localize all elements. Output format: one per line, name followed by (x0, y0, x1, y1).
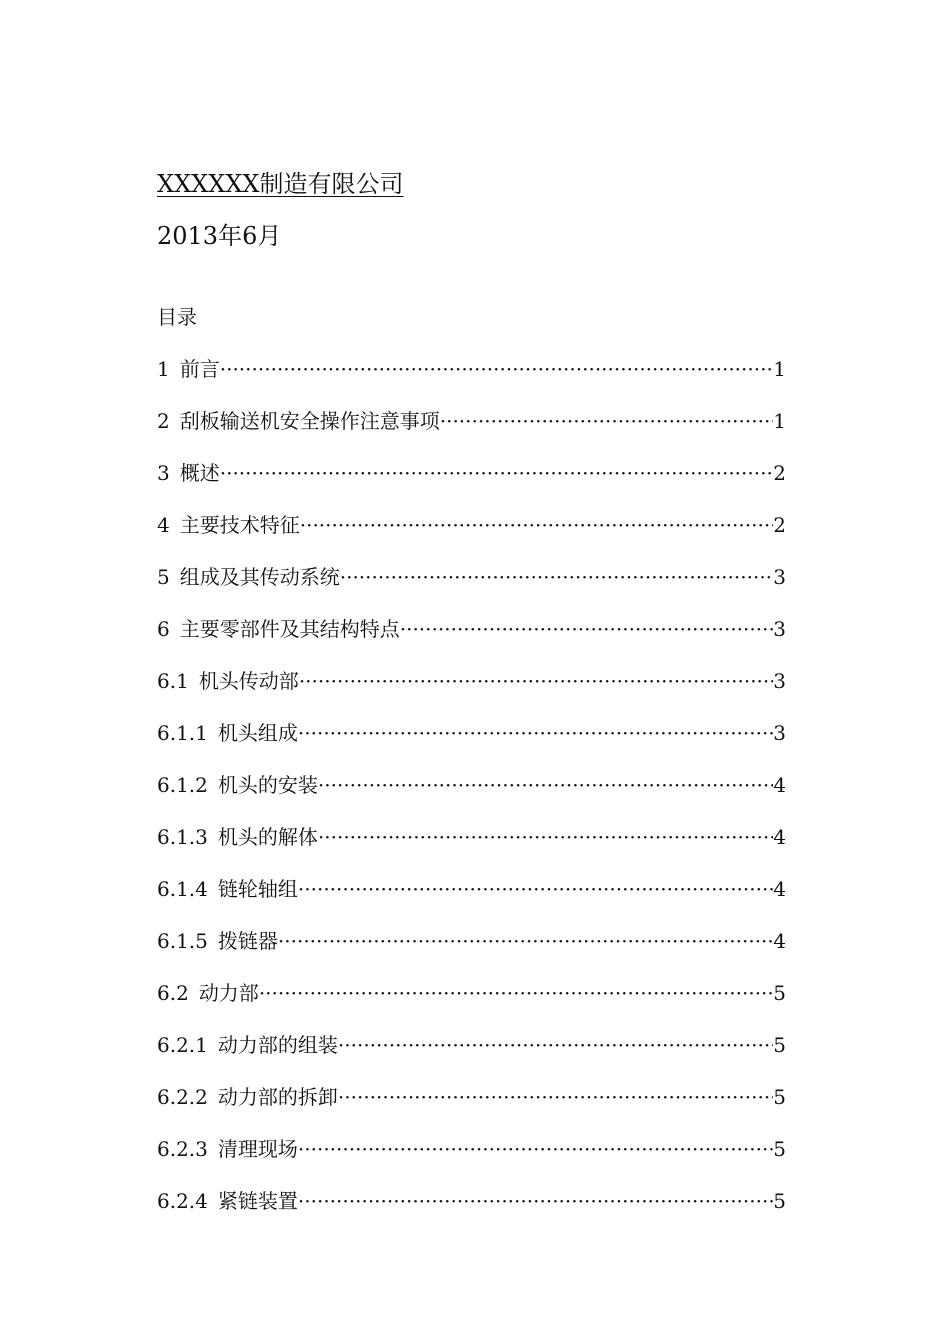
toc-entry-page: 1 (773, 409, 786, 433)
toc-entry-number: 6.2.2 (157, 1085, 208, 1109)
toc-entry-page: 3 (773, 721, 786, 745)
toc-dot-leader (278, 926, 773, 956)
toc-dot-leader (440, 406, 774, 436)
toc-entry-number: 2 (157, 409, 170, 433)
toc-entry-label: 紧链装置 (217, 1189, 298, 1213)
toc-entry-label: 动力部的拆卸 (217, 1085, 338, 1109)
toc-entry-number: 6.2 (157, 981, 189, 1005)
toc-entry-page: 5 (773, 981, 786, 1005)
toc-entry-page: 4 (773, 929, 786, 953)
document-date: 2013年6月 (157, 222, 282, 250)
toc-entry-label: 刮板输送机安全操作注意事项 (179, 409, 440, 433)
toc-entry[interactable] (157, 458, 786, 510)
toc-entry-page: 1 (773, 357, 786, 381)
toc-entry-number: 6.1.1 (157, 721, 208, 745)
toc-dot-leader (298, 718, 773, 748)
toc-entry-label: 清理现场 (217, 1137, 298, 1161)
toc-dot-leader (318, 822, 773, 852)
toc-entry[interactable] (157, 666, 786, 718)
toc-entry-label: 拨链器 (217, 929, 278, 953)
toc-entry-number: 4 (157, 513, 170, 537)
toc-entry-label: 链轮轴组 (217, 877, 298, 901)
toc-dot-leader (340, 562, 774, 592)
toc-dot-leader (298, 1186, 773, 1216)
toc-entry[interactable] (157, 1030, 786, 1082)
toc-dot-leader (338, 1030, 773, 1060)
toc-entry-page: 5 (773, 1189, 786, 1213)
toc-entry-page: 5 (773, 1085, 786, 1109)
table-of-contents (157, 354, 786, 1238)
toc-entry-label: 机头的解体 (217, 825, 318, 849)
toc-entry[interactable] (157, 614, 786, 666)
toc-entry-number: 6.1 (157, 669, 189, 693)
toc-entry-label: 动力部 (198, 981, 259, 1005)
toc-entry-label: 机头传动部 (198, 669, 299, 693)
toc-entry-page: 5 (773, 1033, 786, 1057)
toc-entry-label: 主要零部件及其结构特点 (179, 617, 400, 641)
toc-entry-number: 6.2.3 (157, 1137, 208, 1161)
toc-entry-page: 2 (773, 461, 786, 485)
toc-entry[interactable] (157, 874, 786, 926)
toc-entry-page: 2 (773, 513, 786, 537)
toc-entry-label: 机头的安装 (217, 773, 318, 797)
toc-title: 目录 (157, 305, 197, 329)
toc-dot-leader (298, 874, 773, 904)
toc-entry-label: 概述 (179, 461, 220, 485)
toc-entry-number: 5 (157, 565, 170, 589)
toc-entry[interactable] (157, 510, 786, 562)
toc-entry[interactable] (157, 1134, 786, 1186)
toc-entry-number: 6.1.4 (157, 877, 208, 901)
toc-entry-label: 主要技术特征 (179, 513, 300, 537)
toc-entry-number: 6.1.5 (157, 929, 208, 953)
toc-entry-page: 5 (773, 1137, 786, 1161)
toc-dot-leader (400, 614, 774, 644)
toc-entry-page: 3 (773, 565, 786, 589)
toc-entry-label: 前言 (179, 357, 220, 381)
toc-entry-number: 1 (157, 357, 170, 381)
toc-entry-number: 6 (157, 617, 170, 641)
toc-entry-page: 4 (773, 773, 786, 797)
toc-entry-page: 3 (773, 669, 786, 693)
toc-entry[interactable] (157, 406, 786, 458)
toc-entry[interactable] (157, 354, 786, 406)
toc-entry-number: 6.2.4 (157, 1189, 208, 1213)
toc-entry-page: 4 (773, 877, 786, 901)
toc-entry-number: 6.1.2 (157, 773, 208, 797)
toc-entry[interactable] (157, 822, 786, 874)
toc-dot-leader (338, 1082, 773, 1112)
toc-entry[interactable] (157, 718, 786, 770)
toc-entry-label: 动力部的组装 (217, 1033, 338, 1057)
toc-dot-leader (300, 510, 774, 540)
toc-entry-number: 6.2.1 (157, 1033, 208, 1057)
toc-dot-leader (298, 1134, 773, 1164)
toc-entry[interactable] (157, 1082, 786, 1134)
toc-entry[interactable] (157, 978, 786, 1030)
toc-dot-leader (220, 458, 774, 488)
toc-dot-leader (318, 770, 773, 800)
toc-entry-label: 组成及其传动系统 (179, 565, 340, 589)
toc-entry[interactable] (157, 1186, 786, 1238)
toc-entry-label: 机头组成 (217, 721, 298, 745)
toc-dot-leader (259, 978, 773, 1008)
company-name: XXXXXX制造有限公司 (157, 170, 404, 198)
toc-entry[interactable] (157, 770, 786, 822)
toc-dot-leader (220, 354, 774, 384)
toc-dot-leader (299, 666, 773, 696)
toc-entry[interactable] (157, 926, 786, 978)
toc-entry-number: 6.1.3 (157, 825, 208, 849)
toc-entry-page: 3 (773, 617, 786, 641)
toc-entry-number: 3 (157, 461, 170, 485)
toc-entry-page: 4 (773, 825, 786, 849)
toc-entry[interactable] (157, 562, 786, 614)
